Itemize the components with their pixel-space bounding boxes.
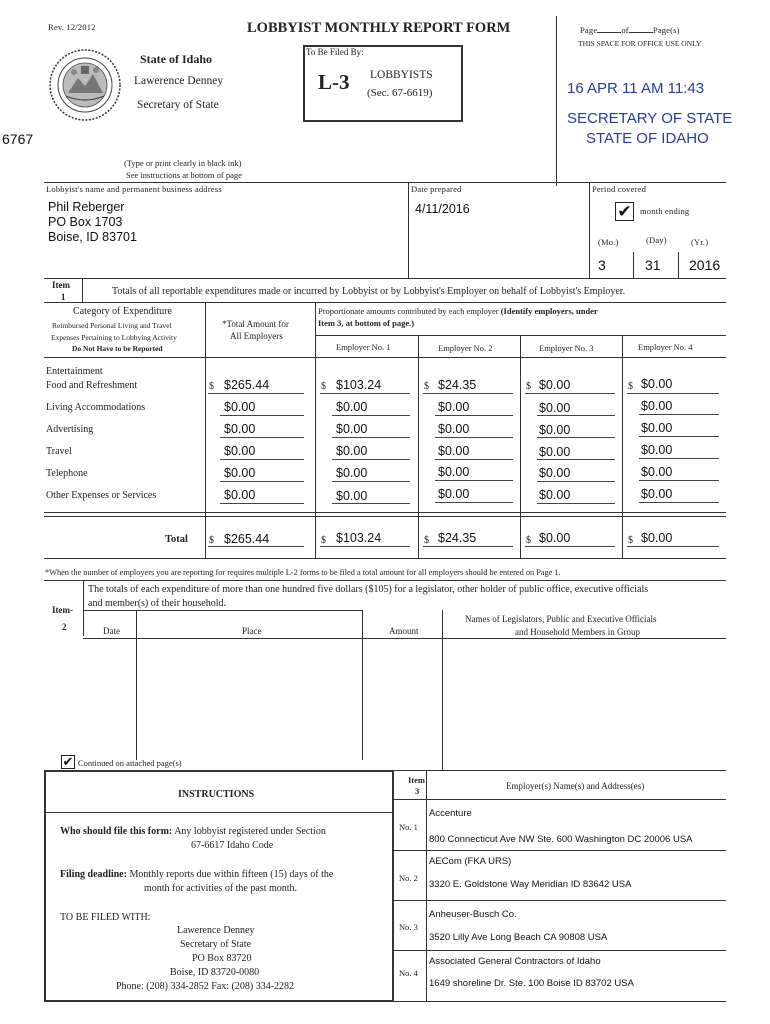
amount-field[interactable]: $0.00	[641, 465, 673, 479]
amount-underline	[639, 458, 719, 459]
item3-header: Employer(s) Name(s) and Address(es)	[506, 781, 645, 791]
row-label-advertising: Advertising	[46, 424, 94, 435]
amount-underline	[423, 393, 513, 394]
amount-underline	[332, 415, 410, 416]
secretary-title: Secretary of State	[137, 99, 219, 111]
amount-field[interactable]: $0.00	[438, 444, 470, 458]
amount-field[interactable]: $0.00	[641, 377, 673, 391]
amount-field[interactable]: $0.00	[224, 466, 256, 480]
to-be-filed-by-label: To Be Filed By:	[306, 47, 364, 57]
item2-col-date: Date	[103, 626, 120, 636]
amount-field[interactable]: $0.00	[438, 422, 470, 436]
reimbursed-note-2: Expenses Pertaining to Lobbying Activity	[51, 333, 177, 342]
amount-underline	[332, 503, 410, 504]
filed-with-name: Lawerence Denney	[177, 925, 255, 936]
item1-description: Totals of all reportable expenditures made or incurred by Lobbyist or by Lobbyist's Employer on behalf of Lobbyist's Employer.	[112, 286, 626, 297]
amount-field[interactable]: $0.00	[224, 400, 256, 414]
who-should-file: Who should file this form: Any lobbyist registered under Section	[60, 826, 326, 837]
yr-label: (Yr.)	[691, 237, 709, 247]
employer-row-rule	[394, 950, 726, 951]
amount-field[interactable]: $0.00	[336, 422, 368, 436]
amount-field[interactable]: $0.00	[539, 378, 571, 392]
amount-underline	[435, 502, 513, 503]
mo-label: (Mo.)	[598, 237, 619, 247]
lobbyist-address-label: Lobbyist's name and permanent business address	[46, 184, 222, 194]
employer-header-2: Employer No. 2	[438, 343, 493, 353]
total-amount-field[interactable]: $0.00	[641, 531, 673, 545]
info-divider-2	[589, 182, 590, 278]
currency-sign: $	[526, 381, 531, 392]
row-label-telephone: Telephone	[46, 468, 88, 479]
type-print-note: (Type or print clearly in black ink)	[124, 158, 242, 168]
amount-underline	[525, 393, 615, 394]
item3-divider	[426, 770, 427, 1002]
info-divider-1	[408, 182, 409, 278]
total-underline	[525, 546, 615, 547]
amount-underline	[220, 437, 304, 438]
month-ending-checkbox[interactable]: ✔	[615, 202, 634, 221]
item3-number: 3	[415, 786, 420, 796]
item1-number: 1	[61, 292, 66, 302]
amount-underline	[208, 393, 304, 394]
proportionate-header-1: Proportionate amounts contributed by each employer (Identify employers, under	[318, 306, 598, 316]
reimbursed-note-3: Do Not Have to be Reported	[72, 344, 163, 353]
form-type: LOBBYISTS	[370, 69, 433, 81]
amount-underline	[435, 480, 513, 481]
item1-label: Item	[52, 280, 70, 290]
amount-field[interactable]: $0.00	[336, 466, 368, 480]
employer-header-3: Employer No. 3	[539, 343, 594, 353]
col-divider-3	[418, 335, 419, 558]
lobbyist-address2-field[interactable]: Boise, ID 83701	[48, 230, 137, 244]
total-amount-field[interactable]: $24.35	[438, 531, 477, 545]
item1-label-divider	[82, 278, 83, 302]
employer-address-field[interactable]: 800 Connecticut Ave NW Ste. 600 Washington DC 20006 USA	[429, 834, 693, 845]
lobbyist-address1-field[interactable]: PO Box 1703	[48, 215, 123, 229]
amount-field[interactable]: $0.00	[641, 443, 673, 457]
item2-description-2: and member(s) of their household.	[88, 598, 227, 609]
total-underline	[208, 546, 304, 547]
item2-description-1: The totals of each expenditure of more than one hundred five dollars ($105) for a legislator, other holder of public office, executive officials	[88, 584, 649, 595]
amount-underline	[627, 393, 719, 394]
filing-deadline: Filing deadline: Monthly reports due within fifteen (15) days of the	[60, 869, 334, 880]
amount-field[interactable]: $0.00	[641, 421, 673, 435]
state-name: State of Idaho	[140, 52, 213, 66]
total-separator-rule-2	[44, 516, 726, 517]
currency-sign: $	[424, 535, 429, 546]
category-header: Category of Expenditure	[73, 306, 172, 317]
filed-with-title: Secretary of State	[180, 939, 252, 950]
date-prepared-label: Date prepared	[411, 184, 462, 194]
top-rule	[44, 182, 726, 183]
total-separator-rule	[44, 512, 726, 513]
total-underline	[320, 546, 410, 547]
employer-row-rule	[394, 900, 726, 901]
revision-label: Rev. 12/2012	[48, 22, 96, 32]
amount-field[interactable]: $24.35	[438, 378, 477, 392]
item3-top-rule	[394, 770, 726, 771]
employer-no-label: No. 2	[399, 873, 418, 883]
employer-name-field[interactable]: Accenture	[429, 808, 472, 819]
period-month-field[interactable]: 3	[598, 257, 606, 273]
amount-underline	[537, 437, 615, 438]
margin-number: 6767	[2, 131, 34, 147]
item2-header-rule-left	[83, 610, 363, 611]
period-sep-2	[678, 252, 679, 278]
who-should-file-2: 67-6617 Idaho Code	[191, 840, 274, 851]
office-use-divider	[556, 16, 557, 186]
reimbursed-note-1: Reimbursed Personal Living and Travel	[52, 321, 172, 330]
filed-with-phone: Phone: (208) 334-2852 Fax: (208) 334-2282	[116, 981, 295, 992]
amount-underline	[435, 415, 513, 416]
employer-address-field[interactable]: 1649 shoreline Dr. Ste. 100 Boise ID 83702 USA	[429, 978, 634, 989]
amount-underline	[639, 502, 719, 503]
amount-underline	[332, 459, 410, 460]
amount-field[interactable]: $0.00	[224, 422, 256, 436]
amount-field[interactable]: $0.00	[438, 487, 470, 501]
amount-field[interactable]: $0.00	[224, 488, 256, 502]
item2-header-bottom-rule	[83, 638, 726, 639]
amount-field[interactable]: $265.44	[224, 378, 270, 392]
currency-sign: $	[321, 381, 326, 392]
amount-underline	[639, 480, 719, 481]
col-divider-2	[315, 302, 316, 558]
instructions-title: INSTRUCTIONS	[178, 789, 255, 800]
item2-label-divider	[83, 580, 84, 636]
row-label-living: Living Accommodations	[46, 402, 146, 413]
item2-col-divider-3	[442, 610, 443, 770]
employer-header-rule	[315, 335, 726, 336]
continued-checkbox[interactable]: ✔	[62, 755, 74, 770]
amount-field[interactable]: $0.00	[641, 487, 673, 501]
office-use-label: THIS SPACE FOR OFFICE USE ONLY	[578, 39, 702, 48]
currency-sign: $	[209, 535, 214, 546]
item3-label: Item	[408, 775, 425, 785]
item2-col-divider-1	[136, 610, 137, 760]
employer-no-label: No. 3	[399, 922, 418, 932]
total-amount-field[interactable]: $103.24	[336, 531, 382, 545]
amount-underline	[639, 414, 719, 415]
total-amount-field[interactable]: $265.44	[224, 532, 270, 546]
employer-address-field[interactable]: 3520 Lilly Ave Long Beach CA 90808 USA	[429, 932, 608, 943]
amount-field[interactable]: $0.00	[539, 423, 571, 437]
col-divider-1	[205, 302, 206, 558]
currency-sign: $	[526, 535, 531, 546]
employer-header-1: Employer No. 1	[336, 342, 391, 352]
amount-field[interactable]: $0.00	[224, 444, 256, 458]
item2-col-place: Place	[242, 626, 262, 636]
proportionate-header-2: Item 3, at bottom of page.)	[318, 318, 415, 328]
amount-field[interactable]: $0.00	[336, 444, 368, 458]
amount-underline	[220, 503, 304, 504]
row-label-food: Food and Refreshment	[46, 380, 138, 391]
employer-address-field[interactable]: 3320 E. Goldstone Way Meridian ID 83642 USA	[429, 879, 632, 890]
amount-field[interactable]: $0.00	[539, 401, 571, 415]
filed-with-pobox: PO Box 83720	[192, 953, 252, 964]
amount-field[interactable]: $0.00	[438, 465, 470, 479]
amount-underline	[435, 437, 513, 438]
period-year-field[interactable]: 2016	[689, 257, 721, 273]
amount-underline	[537, 481, 615, 482]
filing-deadline-2: month for activities of the past month.	[144, 883, 298, 894]
received-stamp-line1: SECRETARY OF STATE	[567, 110, 733, 127]
continued-label: Continued on attached page(s)	[78, 758, 182, 768]
month-ending-label: month ending	[640, 206, 690, 216]
amount-underline	[332, 481, 410, 482]
employer-header-4: Employer No. 4	[638, 342, 693, 352]
amount-field[interactable]: $0.00	[539, 488, 571, 502]
amount-underline	[220, 459, 304, 460]
amount-field[interactable]: $0.00	[539, 466, 571, 480]
currency-sign: $	[321, 535, 326, 546]
employer-name-field[interactable]: Anheuser-Busch Co.	[429, 909, 517, 920]
amount-underline	[537, 503, 615, 504]
page-number-field[interactable]	[580, 24, 680, 35]
item2-col-divider-2	[362, 610, 363, 760]
form-title: LOBBYIST MONTHLY REPORT FORM	[247, 20, 511, 36]
amount-field[interactable]: $0.00	[336, 489, 368, 503]
item3-bottom-rule	[394, 1001, 726, 1002]
item1-top-rule	[44, 278, 726, 279]
employer-name-field[interactable]: Associated General Contractors of Idaho	[429, 956, 601, 967]
item3-header-rule	[394, 799, 726, 800]
total-underline	[423, 546, 513, 547]
item2-number: 2	[62, 622, 67, 632]
item1-header-rule	[44, 302, 726, 303]
total-amount-field[interactable]: $0.00	[539, 531, 571, 545]
amount-underline	[435, 459, 513, 460]
amount-underline	[332, 437, 410, 438]
form-section: (Sec. 67-6619)	[367, 87, 433, 99]
item2-col-names-2: and Household Members in Group	[515, 627, 640, 637]
col-divider-4	[520, 335, 521, 558]
amount-underline	[320, 393, 410, 394]
received-stamp-date: 16 APR 11 AM 11:43	[567, 80, 705, 97]
secretary-name: Lawerence Denney	[134, 75, 224, 87]
period-covered-label: Period covered	[592, 184, 647, 194]
filed-with-city: Boise, ID 83720-0080	[170, 967, 260, 978]
currency-sign: $	[209, 381, 214, 392]
period-day-field[interactable]: 31	[645, 257, 661, 273]
period-sep-1	[633, 252, 634, 278]
amount-field[interactable]: $0.00	[336, 400, 368, 414]
employer-no-label: No. 1	[399, 822, 418, 832]
state-seal-image	[48, 48, 122, 122]
amount-field[interactable]: $0.00	[641, 399, 673, 413]
amount-underline	[220, 481, 304, 482]
currency-sign: $	[424, 381, 429, 392]
amount-field[interactable]: $0.00	[539, 445, 571, 459]
instructions-title-rule	[44, 812, 394, 813]
amount-field[interactable]: $0.00	[438, 400, 470, 414]
total-label: Total	[165, 534, 188, 545]
row-label-travel: Travel	[46, 446, 72, 457]
item2-label: Item-	[52, 605, 73, 615]
page-label: Page	[580, 25, 598, 35]
day-label: (Day)	[646, 235, 667, 245]
currency-sign: $	[628, 535, 633, 546]
footnote: *When the number of employers you are reporting for requires multiple L-2 forms to be filed a total amount for all employers should be entered on Page 1.	[45, 568, 561, 577]
received-stamp-line2: STATE OF IDAHO	[586, 130, 709, 147]
amount-underline	[220, 415, 304, 416]
total-amount-header-2: All Employers	[230, 331, 283, 341]
item2-col-amount: Amount	[389, 626, 419, 636]
col-divider-5	[622, 335, 623, 558]
pages-label: Page(s)	[652, 25, 680, 35]
filed-with-label: TO BE FILED WITH:	[60, 912, 151, 923]
total-amount-header-1: *Total Amount for	[222, 319, 289, 329]
item1-bottom-rule	[44, 558, 726, 559]
lobbyist-name-field[interactable]: Phil Reberger	[48, 200, 125, 214]
employer-no-label: No. 4	[399, 968, 418, 978]
row-label-other: Other Expenses or Services	[46, 490, 157, 501]
amount-field[interactable]: $103.24	[336, 378, 382, 392]
date-prepared-field[interactable]: 4/11/2016	[415, 202, 470, 216]
row-label-entertainment: Entertainment	[46, 366, 103, 377]
item2-col-names-1: Names of Legislators, Public and Executive Officials	[465, 614, 657, 624]
item2-top-rule	[44, 580, 726, 581]
see-instructions-note: See instructions at bottom of page	[126, 170, 242, 180]
table-header-bottom-rule	[44, 357, 726, 358]
employer-name-field[interactable]: AECom (FKA URS)	[429, 856, 512, 867]
amount-underline	[537, 459, 615, 460]
amount-underline	[639, 436, 719, 437]
currency-sign: $	[628, 381, 633, 392]
form-code: L-3	[318, 70, 350, 94]
amount-underline	[537, 415, 615, 416]
employer-row-rule	[394, 850, 726, 851]
total-underline	[627, 546, 719, 547]
of-label: of	[621, 25, 629, 35]
